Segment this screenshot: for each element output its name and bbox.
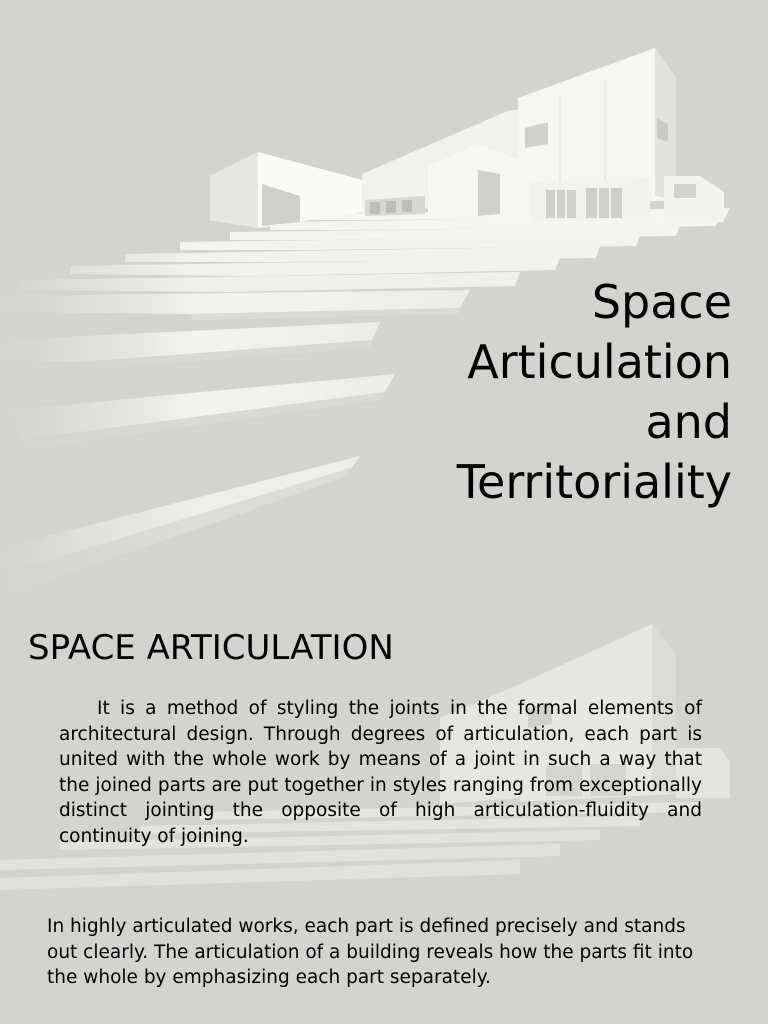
slide-title: [457, 272, 732, 512]
title-line: and: [645, 395, 732, 449]
content-slide: [0, 598, 768, 1024]
title-line: Territoriality: [456, 455, 732, 509]
definition-paragraph: It is a method of styling the joints in the formal elements of architectural design. Through degrees of articulation, each part is united with the whole work by means of a joint in such a way that the joined parts are put together in styles ranging from exceptionally distinct jointing the opposite of high articulation-fluidity and continuity of joining.: [59, 698, 702, 847]
articulation-paragraph: In highly articulated works, each part is defined precisely and stands out clearly. The articulation of a building reveals how the parts fit into the whole by emphasizing each part separately.: [47, 916, 694, 988]
section-heading: SPACE ARTICULATION: [28, 628, 394, 668]
title-line: Space: [591, 275, 732, 329]
title-line: Articulation: [467, 335, 732, 389]
